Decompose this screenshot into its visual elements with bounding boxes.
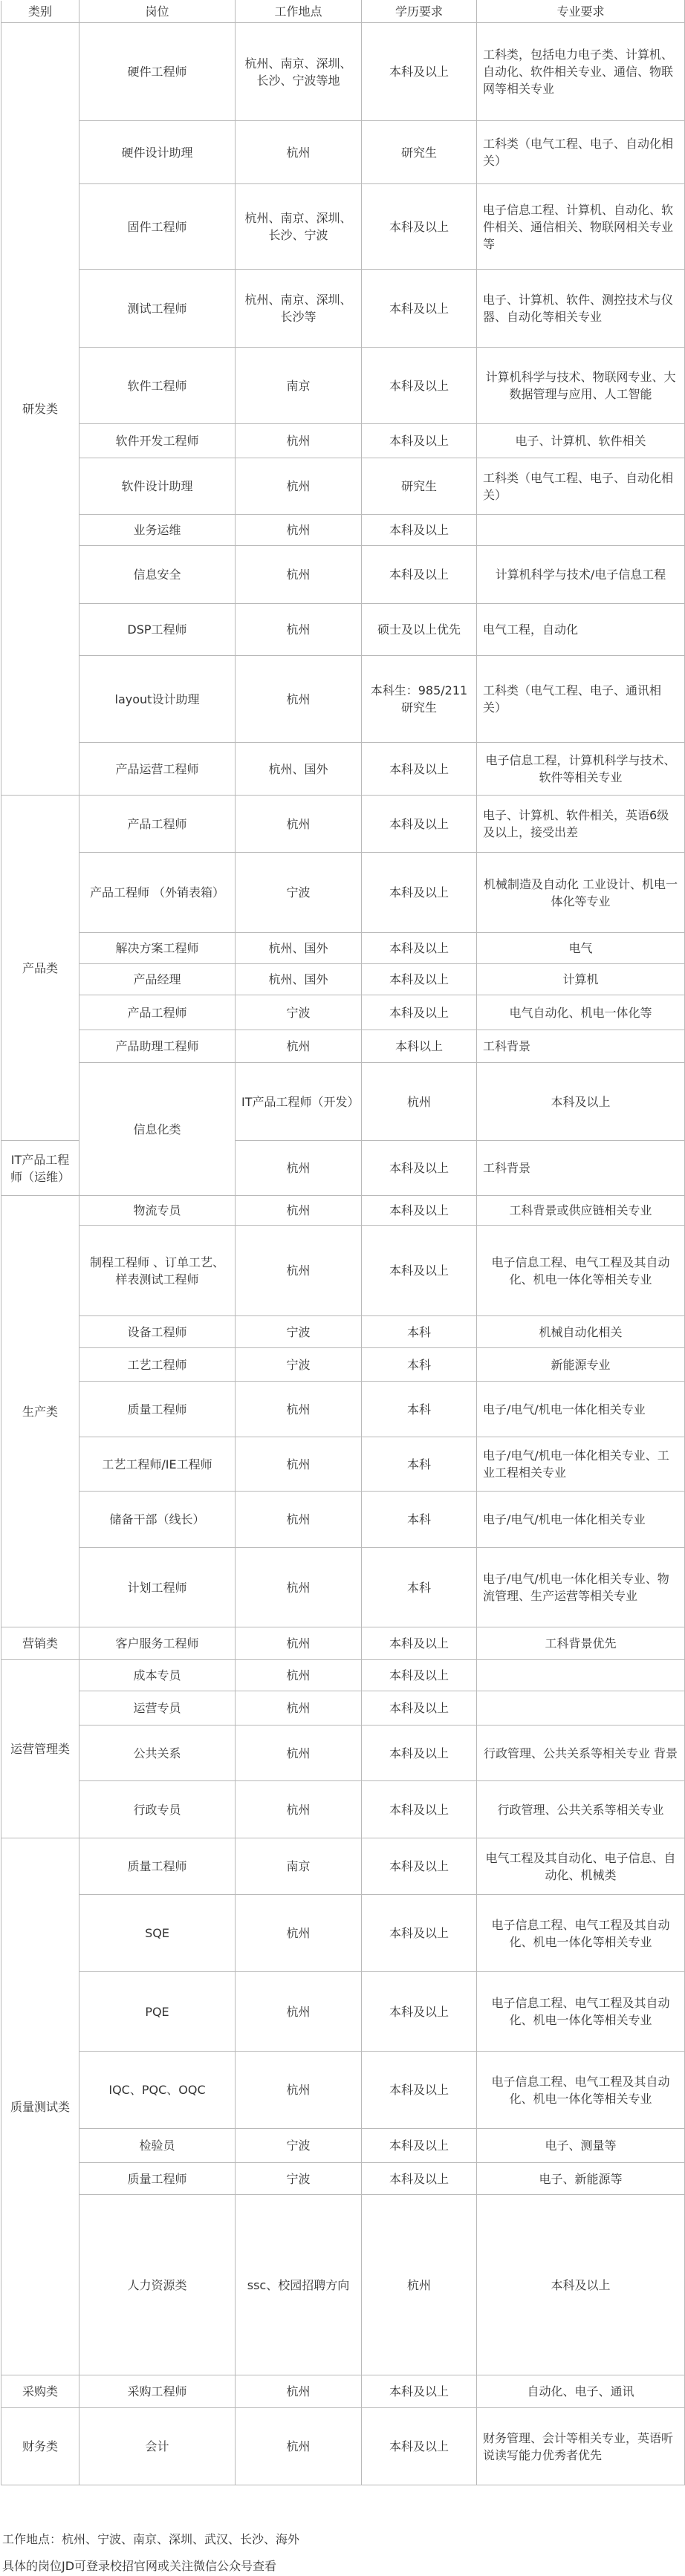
education-cell: 本科及以上 [362, 2163, 477, 2195]
major-cell: 计算机 [477, 964, 685, 995]
position-cell: 硬件工程师 [79, 23, 236, 121]
education-cell: 本科及以上 [477, 1063, 685, 1141]
location-cell: 宁波 [236, 853, 362, 933]
position-cell: 工艺工程师 [79, 1348, 236, 1382]
location-cell: 杭州、南京、深圳、长沙、宁波 [236, 184, 362, 270]
position-cell: 设备工程师 [79, 1316, 236, 1348]
education-cell: 本科及以上 [362, 1895, 477, 1972]
table-row [1, 1382, 685, 1437]
table-row [1, 2052, 685, 2129]
education-cell: 本科及以上 [362, 1660, 477, 1691]
education-cell: 研究生 [362, 458, 477, 515]
location-cell: 杭州 [236, 1691, 362, 1726]
position-cell: 软件开发工程师 [79, 424, 236, 458]
position-cell: IT产品工程师（开发） [236, 1063, 362, 1141]
major-cell: 工科背景优先 [477, 1627, 685, 1660]
position-cell: 成本专员 [79, 1660, 236, 1691]
education-cell: 本科及以上 [362, 1141, 477, 1196]
table-row [1, 2195, 685, 2375]
major-cell: 工科背景 [477, 1141, 685, 1196]
location-cell: 杭州、国外 [236, 933, 362, 964]
education-cell: 本科及以上 [362, 1972, 477, 2052]
table-row [1, 1348, 685, 1382]
table-row [1, 1196, 685, 1226]
education-cell: 硕士及以上优先 [362, 604, 477, 656]
footer-locations: 工作地点：杭州、宁波、南京、深圳、武汉、长沙、海外 [2, 2532, 300, 2546]
major-cell: 自动化、电子、通讯 [477, 2375, 685, 2408]
education-cell: 本科及以上 [362, 2052, 477, 2129]
table-row [1, 1660, 685, 1691]
major-cell: 电子信息工程，计算机科学与技术、软件等相关专业 [477, 743, 685, 796]
location-cell: 杭州、南京、深圳、长沙等 [236, 270, 362, 348]
position-cell: 采购工程师 [79, 2375, 236, 2408]
education-cell: 本科及以上 [362, 1226, 477, 1316]
major-cell: 电子、计算机、软件、测控技术与仪器、自动化等相关专业 [477, 270, 685, 348]
position-cell: 会计 [79, 2408, 236, 2485]
location-cell: 杭州 [236, 2375, 362, 2408]
education-cell: 本科及以上 [362, 23, 477, 121]
major-cell: 工科类（电气工程、电子、自动化相关） [477, 458, 685, 515]
education-cell: 本科及以上 [362, 2129, 477, 2163]
footer-note: 具体的岗位JD可登录校招官网或关注微信公众号查看 [2, 2559, 277, 2573]
position-cell: 公共关系 [79, 1726, 236, 1781]
table-row [1, 1226, 685, 1316]
location-cell: 杭州 [236, 656, 362, 743]
position-cell: 质量工程师 [79, 1382, 236, 1437]
position-cell: 客户服务工程师 [79, 1627, 236, 1660]
location-cell: 宁波 [236, 1316, 362, 1348]
table-row [1, 2408, 685, 2485]
education-cell: 本科及以上 [362, 796, 477, 853]
table-body [1, 23, 685, 2485]
location-cell: 杭州 [236, 1196, 362, 1226]
education-cell: 本科及以上 [362, 424, 477, 458]
major-cell: 电气自动化、机电一体化等 [477, 995, 685, 1030]
position-cell: 行政专员 [79, 1781, 236, 1838]
location-cell: 杭州 [236, 515, 362, 546]
header-position: 岗位 [79, 1, 236, 23]
table-row [1, 1437, 685, 1492]
major-cell: 电气工程及其自动化、电子信息、自动化、机械类 [477, 1838, 685, 1895]
major-cell: 行政管理、公共关系等相关专业 背景 [477, 1726, 685, 1781]
position-cell: layout设计助理 [79, 656, 236, 743]
header-location: 工作地点 [236, 1, 362, 23]
location-cell: 杭州 [236, 1030, 362, 1063]
education-cell: 本科及以上 [362, 546, 477, 604]
position-cell: 产品工程师 [79, 796, 236, 853]
category-cell: 产品类 [1, 796, 79, 1141]
location-cell: 杭州 [236, 1726, 362, 1781]
category-cell: 质量测试类 [1, 1838, 79, 2375]
table-row [1, 458, 685, 515]
position-cell: IQC、PQC、OQC [79, 2052, 236, 2129]
location-cell: 杭州 [236, 1226, 362, 1316]
position-cell: 解决方案工程师 [79, 933, 236, 964]
table-row [1, 121, 685, 184]
position-cell: 运营专员 [79, 1691, 236, 1726]
position-cell: 信息安全 [79, 546, 236, 604]
position-cell: 产品经理 [79, 964, 236, 995]
location-cell: 杭州 [236, 1382, 362, 1437]
education-cell: 本科及以上 [362, 1838, 477, 1895]
location-cell: 杭州、南京、深圳、长沙、宁波等地 [236, 23, 362, 121]
table-row [1, 1895, 685, 1972]
major-cell: 电子、新能源等 [477, 2163, 685, 2195]
education-cell: 本科及以上 [362, 1627, 477, 1660]
education-cell: 本科及以上 [362, 743, 477, 796]
major-cell: 电子/电气/机电一体化相关专业、工业工程相关专业 [477, 1437, 685, 1492]
category-cell: 采购类 [1, 2375, 79, 2408]
location-cell: 杭州 [236, 1141, 362, 1196]
position-cell: 软件工程师 [79, 348, 236, 424]
education-cell: 本科及以上 [362, 964, 477, 995]
location-cell: 杭州 [236, 1895, 362, 1972]
education-cell: 本科及以上 [362, 348, 477, 424]
education-cell: 本科 [362, 1437, 477, 1492]
table-row [1, 2163, 685, 2195]
table-row [1, 743, 685, 796]
major-cell: 电子/电气/机电一体化相关专业 [477, 1382, 685, 1437]
location-cell: 杭州 [236, 1660, 362, 1691]
major-cell: 财务管理、会计等相关专业，英语听说读写能力优秀者优先 [477, 2408, 685, 2485]
position-cell: 计划工程师 [79, 1548, 236, 1627]
position-cell: 工艺工程师/IE工程师 [79, 1437, 236, 1492]
major-cell: 电气工程，自动化 [477, 604, 685, 656]
location-cell: 杭州 [236, 2052, 362, 2129]
table-row [1, 796, 685, 853]
location-cell: 杭州 [236, 2408, 362, 2485]
table-row [1, 2129, 685, 2163]
major-cell: 机械自动化相关 [477, 1316, 685, 1348]
major-cell: 工科背景 [477, 1030, 685, 1063]
location-cell: 宁波 [236, 2129, 362, 2163]
position-cell: 测试工程师 [79, 270, 236, 348]
major-cell: 电气 [477, 933, 685, 964]
major-cell: 电子、计算机、软件相关 [477, 424, 685, 458]
position-cell: 业务运维 [79, 515, 236, 546]
location-cell: 杭州、国外 [236, 743, 362, 796]
major-cell: 计算机科学与技术、物联网专业、大数据管理与应用、人工智能 [477, 348, 685, 424]
category-cell: 研发类 [1, 23, 79, 796]
location-cell: 杭州 [236, 1972, 362, 2052]
major-cell: 电子、测量等 [477, 2129, 685, 2163]
major-cell: 电子/电气/机电一体化相关专业、物流管理、生产运营等相关专业 [477, 1548, 685, 1627]
position-cell: 产品工程师 （外销表箱） [79, 853, 236, 933]
table-row [1, 546, 685, 604]
location-cell: 杭州 [236, 424, 362, 458]
education-cell: 本科生：985/211 研究生 [362, 656, 477, 743]
major-cell: 电子信息工程、计算机、自动化、软件相关、通信相关、物联网相关专业等 [477, 184, 685, 270]
location-cell: 杭州 [362, 1063, 477, 1141]
education-cell: 本科及以上 [362, 995, 477, 1030]
header-category: 类别 [1, 1, 79, 23]
education-cell: 本科 [362, 1548, 477, 1627]
major-cell: 电子信息工程、电气工程及其自动化、机电一体化等相关专业 [477, 2052, 685, 2129]
education-cell: 本科 [362, 1316, 477, 1348]
position-cell: 软件设计助理 [79, 458, 236, 515]
education-cell: 本科及以上 [362, 933, 477, 964]
location-cell: 杭州 [236, 458, 362, 515]
education-cell: 本科及以上 [362, 853, 477, 933]
position-cell: 物流专员 [79, 1196, 236, 1226]
education-cell: 本科及以上 [362, 1781, 477, 1838]
category-cell: 信息化类 [79, 1063, 236, 1196]
major-cell: 电子/电气/机电一体化相关专业 [477, 1492, 685, 1548]
position-cell: 硬件设计助理 [79, 121, 236, 184]
location-cell: 杭州 [236, 1492, 362, 1548]
header-row [1, 1, 685, 23]
major-cell: 行政管理、公共关系等相关专业 [477, 1781, 685, 1838]
position-cell: DSP工程师 [79, 604, 236, 656]
table-row [1, 1492, 685, 1548]
location-cell: 南京 [236, 348, 362, 424]
position-cell: 质量工程师 [79, 1838, 236, 1895]
table-row [1, 1691, 685, 1726]
education-cell: 本科及以上 [362, 1691, 477, 1726]
table-row [1, 656, 685, 743]
table-row [1, 604, 685, 656]
location-cell: 杭州 [236, 1627, 362, 1660]
table-row [1, 1627, 685, 1660]
position-cell: 产品助理工程师 [79, 1030, 236, 1063]
table-row [1, 1972, 685, 2052]
location-cell: 杭州 [236, 1548, 362, 1627]
education-cell: 本科及以上 [362, 2375, 477, 2408]
table-row [1, 1030, 685, 1063]
position-cell: ssc、校园招聘方向 [236, 2195, 362, 2375]
major-cell: 工科类（电气工程、电子、自动化相关） [477, 121, 685, 184]
location-cell: 杭州 [236, 604, 362, 656]
table-row [1, 1316, 685, 1348]
major-cell: 工科背景或供应链相关专业 [477, 1196, 685, 1226]
education-cell: 本科及以上 [362, 1726, 477, 1781]
location-cell: 杭州 [236, 796, 362, 853]
major-cell: 计算机科学与技术/电子信息工程 [477, 546, 685, 604]
major-cell: 电子信息工程、电气工程及其自动化、机电一体化等相关专业 [477, 1226, 685, 1316]
position-cell: SQE [79, 1895, 236, 1972]
category-cell: 人力资源类 [79, 2195, 236, 2375]
major-cell [477, 515, 685, 546]
major-cell [477, 1691, 685, 1726]
location-cell: 宁波 [236, 2163, 362, 2195]
location-cell: 宁波 [236, 995, 362, 1030]
position-cell: 制程工程师 、订单工艺、 样表测试工程师 [79, 1226, 236, 1316]
education-cell: 研究生 [362, 121, 477, 184]
major-cell: 机械制造及自动化 工业设计、机电一体化等专业 [477, 853, 685, 933]
location-cell: 杭州 [362, 2195, 477, 2375]
table-row [1, 995, 685, 1030]
table-row [1, 1726, 685, 1781]
major-cell: 工科类，包括电力电子类、计算机、自动化、软件相关专业、通信、物联网等相关专业 [477, 23, 685, 121]
position-cell: 产品工程师 [79, 995, 236, 1030]
education-cell: 本科 [362, 1492, 477, 1548]
table-row [1, 1781, 685, 1838]
location-cell: 宁波 [236, 1348, 362, 1382]
major-cell: 新能源专业 [477, 1348, 685, 1382]
education-cell: 本科及以上 [362, 1196, 477, 1226]
table-row [1, 1838, 685, 1895]
header-education: 学历要求 [362, 1, 477, 23]
location-cell: 杭州 [236, 1437, 362, 1492]
table-row [1, 23, 685, 121]
category-cell: 财务类 [1, 2408, 79, 2485]
category-cell: 生产类 [1, 1196, 79, 1627]
location-cell: 杭州 [236, 1781, 362, 1838]
position-cell: 产品运营工程师 [79, 743, 236, 796]
location-cell: 杭州 [236, 546, 362, 604]
position-cell: 质量工程师 [79, 2163, 236, 2195]
major-cell [477, 1660, 685, 1691]
location-cell: 南京 [236, 1838, 362, 1895]
major-cell: 电子信息工程、电气工程及其自动化、机电一体化等相关专业 [477, 1972, 685, 2052]
table-row [1, 348, 685, 424]
job-table [1, 0, 685, 2485]
education-cell: 本科及以上 [362, 515, 477, 546]
education-cell: 本科及以上 [362, 2408, 477, 2485]
table-row [1, 2375, 685, 2408]
table-row [1, 424, 685, 458]
category-cell: 营销类 [1, 1627, 79, 1660]
location-cell: 杭州 [236, 121, 362, 184]
major-cell: 工科类（电气工程、电子、通讯相关） [477, 656, 685, 743]
education-cell: 本科以上 [362, 1030, 477, 1063]
major-cell: 电子信息工程、电气工程及其自动化、机电一体化等相关专业 [477, 1895, 685, 1972]
table-row [1, 853, 685, 933]
major-cell: 电子、计算机、软件相关，英语6级及以上，接受出差 [477, 796, 685, 853]
table-row [1, 964, 685, 995]
table-row [1, 933, 685, 964]
education-cell: 本科 [362, 1382, 477, 1437]
location-cell: 杭州、国外 [236, 964, 362, 995]
education-cell: 本科及以上 [477, 2195, 685, 2375]
header-major: 专业要求 [477, 1, 685, 23]
footer [0, 2530, 685, 2576]
education-cell: 本科及以上 [362, 184, 477, 270]
position-cell: 固件工程师 [79, 184, 236, 270]
table-header [1, 1, 685, 23]
education-cell: 本科及以上 [362, 270, 477, 348]
position-cell: PQE [79, 1972, 236, 2052]
table-row [1, 1063, 685, 1141]
table-row [1, 515, 685, 546]
education-cell: 本科 [362, 1348, 477, 1382]
table-row [1, 1548, 685, 1627]
position-cell: IT产品工程师（运维） [1, 1141, 79, 1196]
position-cell: 储备干部（线长） [79, 1492, 236, 1548]
category-cell: 运营管理类 [1, 1660, 79, 1838]
table-row [1, 184, 685, 270]
position-cell: 检验员 [79, 2129, 236, 2163]
table-row [1, 270, 685, 348]
